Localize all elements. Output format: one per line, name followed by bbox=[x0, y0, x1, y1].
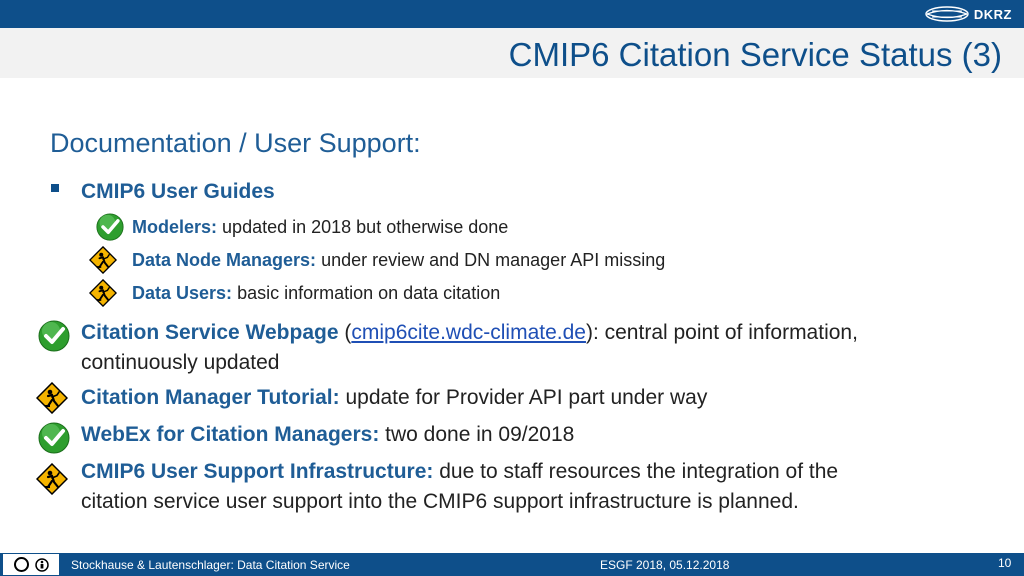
under-construction-icon bbox=[36, 382, 68, 414]
under-construction-icon bbox=[36, 463, 68, 495]
webex-label: WebEx for Citation Managers: bbox=[81, 423, 380, 446]
webpage-line-2: continuously updated bbox=[81, 351, 280, 374]
cc-by-person-icon bbox=[35, 558, 49, 572]
checkmark-icon bbox=[38, 320, 70, 352]
page-number: 10 bbox=[998, 556, 1012, 570]
guide-item-text: under review and DN manager API missing bbox=[321, 250, 666, 270]
support-text: due to staff resources the integration of the bbox=[439, 460, 839, 483]
support-line bbox=[81, 460, 838, 484]
guide-item-label: Data Node Managers: bbox=[132, 250, 317, 270]
page-title: CMIP6 Citation Service Status (3) bbox=[508, 36, 1002, 73]
support-label: CMIP6 User Support Infrastructure: bbox=[81, 460, 434, 483]
guide-item-label: Modelers: bbox=[132, 217, 218, 237]
webpage-text: ): central point of information, bbox=[585, 321, 858, 344]
top-bar bbox=[0, 0, 1024, 28]
tutorial-line bbox=[81, 386, 707, 410]
webpage-open-paren: ( bbox=[344, 321, 352, 344]
dkrz-logo bbox=[924, 3, 1012, 25]
checkmark-icon bbox=[96, 213, 124, 241]
support-line-2: citation service user support into the CMIP6 support infrastructure is planned. bbox=[81, 490, 799, 513]
webpage-link[interactable]: cmip6cite.wdc-climate.de bbox=[351, 321, 586, 344]
guide-item-label: Data Users: bbox=[132, 283, 233, 303]
webex-line bbox=[81, 423, 574, 447]
tutorial-label: Citation Manager Tutorial: bbox=[81, 386, 340, 409]
square-bullet-icon bbox=[51, 184, 59, 192]
tutorial-text: update for Provider API part under way bbox=[345, 386, 708, 409]
cc-license-badge bbox=[2, 553, 60, 576]
under-construction-icon bbox=[89, 246, 117, 274]
guide-item-data-node-managers bbox=[132, 250, 665, 271]
guide-item-modelers bbox=[132, 217, 508, 238]
under-construction-icon bbox=[89, 279, 117, 307]
webpage-line bbox=[81, 321, 858, 345]
dkrz-globe-icon bbox=[924, 5, 970, 23]
cc-license-icon bbox=[14, 557, 29, 572]
logo-text: DKRZ bbox=[973, 6, 1012, 22]
webpage-label: Citation Service Webpage bbox=[81, 321, 339, 344]
webex-text: two done in 09/2018 bbox=[385, 423, 575, 446]
footer-authors: Stockhause & Lautenschlager: Data Citation Service bbox=[71, 558, 350, 572]
user-guides-heading: CMIP6 User Guides bbox=[81, 180, 275, 203]
guide-item-data-users bbox=[132, 283, 500, 304]
guide-item-text: updated in 2018 but otherwise done bbox=[222, 217, 509, 237]
checkmark-icon bbox=[38, 422, 70, 454]
guide-item-text: basic information on data citation bbox=[237, 283, 501, 303]
footer-event: ESGF 2018, 05.12.2018 bbox=[600, 558, 730, 572]
section-heading: Documentation / User Support: bbox=[50, 128, 421, 158]
